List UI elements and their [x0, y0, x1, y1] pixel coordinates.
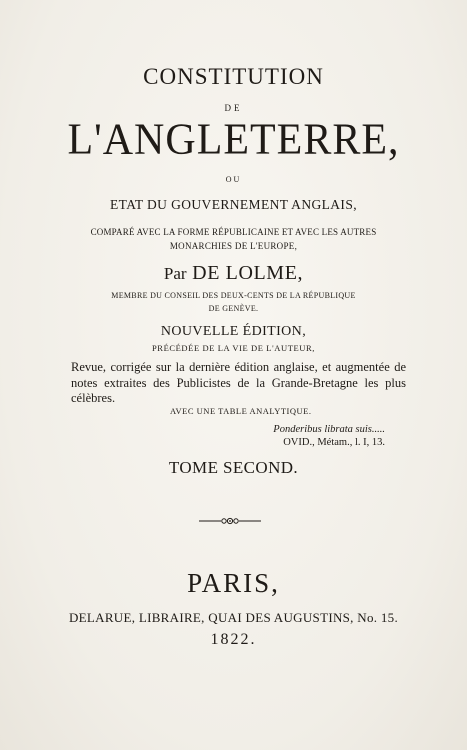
imprint-year: 1822. [210, 631, 257, 648]
printers-rule-ornament-icon [199, 514, 261, 528]
imprint-publisher: DELARUE, LIBRAIRE, QUAI DES AUGUSTINS, No. 15. [68, 610, 399, 625]
edition-preceded: PRÉCÉDÉE DE LA VIE DE L'AUTEUR, [151, 343, 316, 353]
author-role-line1: MEMBRE DU CONSEIL DES DEUX-CENTS DE LA RÉPUBLIQUE [111, 291, 356, 300]
edition-revision-text: Revue, corrigée sur la dernière édition anglaise, et augmentée de notes extraites des Publicistes de la Grande-Bretagne les plus célèbres. [71, 360, 406, 405]
epigraph [273, 423, 385, 449]
epigraph-quote: Ponderibus librata suis..... [273, 424, 385, 435]
title-connector-de: DE [224, 103, 243, 113]
imprint-city: PARIS, [187, 568, 280, 598]
subtitle-compare-line1: COMPARÉ AVEC LA FORME RÉPUBLICAINE ET AVEC LES AUTRES [90, 227, 377, 237]
author-line [0, 262, 467, 285]
subtitle-compare-line2: MONARCHIES DE L'EUROPE, [169, 241, 298, 251]
volume-label: TOME SECOND. [168, 458, 299, 477]
epigraph-source: OVID., Métam., l. I, 13. [283, 437, 385, 448]
edition-label: NOUVELLE ÉDITION, [160, 324, 307, 339]
author-name: DE LOLME, [192, 262, 304, 284]
title-connector-ou: OU [225, 175, 242, 184]
edition-table-note: AVEC UNE TABLE ANALYTIQUE. [170, 406, 312, 416]
subtitle-etat: ETAT DU GOUVERNEMENT ANGLAIS, [109, 197, 357, 212]
author-role-line2: DE GENÈVE. [208, 304, 259, 313]
author-prefix: Par [163, 264, 187, 283]
title-line-angleterre: L'ANGLETERRE, [67, 115, 400, 165]
title-line-constitution: CONSTITUTION [143, 64, 324, 89]
